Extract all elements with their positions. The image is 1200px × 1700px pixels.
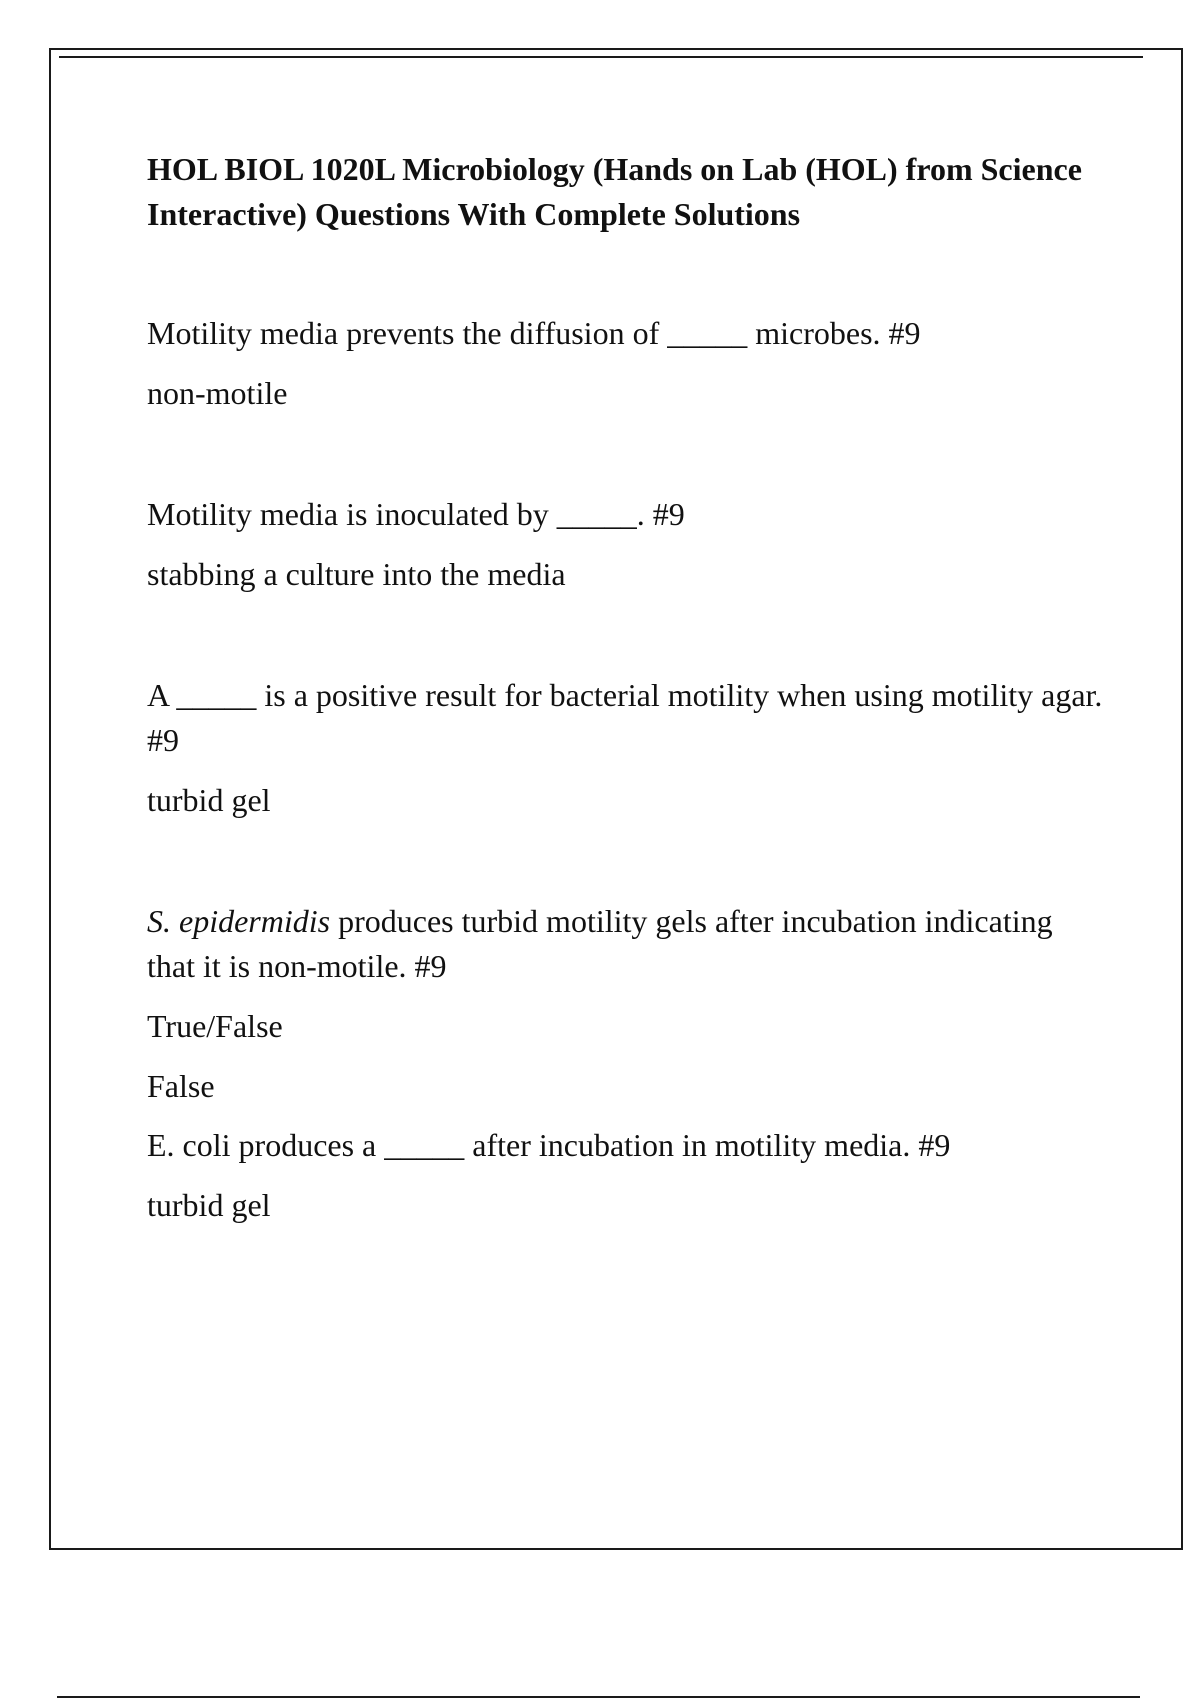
question-text (147, 899, 1107, 989)
qa-item (147, 899, 1107, 1109)
question-text: Motility media prevents the diffusion of _____ microbes. #9 (147, 315, 921, 351)
qa-item (147, 1123, 1107, 1228)
question-type: True/False (147, 1008, 283, 1044)
answer-text: turbid gel (147, 1187, 271, 1223)
question-text: Motility media is inoculated by _____. #9 (147, 496, 685, 532)
answer-text: False (147, 1068, 215, 1104)
answer-text: stabbing a culture into the media (147, 556, 566, 592)
page-frame (49, 48, 1183, 1550)
answer-text: turbid gel (147, 782, 271, 818)
qa-item (147, 311, 1107, 416)
question-text: E. coli produces a _____ after incubation in motility media. #9 (147, 1127, 951, 1163)
bottom-rule (57, 1696, 1140, 1698)
species-name: S. epidermidis (147, 903, 331, 939)
qa-item (147, 673, 1107, 823)
top-rule (59, 56, 1143, 58)
question-text: A _____ is a positive result for bacterial motility when using motility agar. #9 (147, 677, 1103, 758)
document-content (147, 147, 1107, 1228)
answer-text: non-motile (147, 375, 288, 411)
question-rest: produces turbid motility gels after incubation indicating that it is non-motile. #9 (147, 903, 1053, 984)
qa-item (147, 492, 1107, 597)
document-title: HOL BIOL 1020L Microbiology (Hands on Lab (HOL) from Science Interactive) Questions With Complete Solutions (147, 151, 1082, 232)
